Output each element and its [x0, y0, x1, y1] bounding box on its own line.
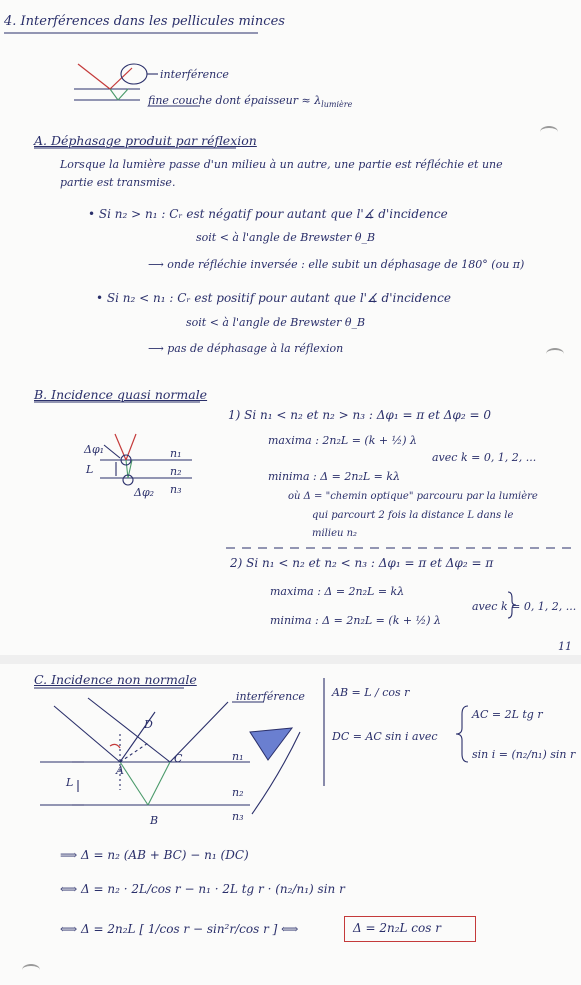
derivation-line-2: ⟺ Δ = n₂ · 2L/cos r − n₁ · 2L tg r · (n₂/n₁) sin r: [60, 882, 345, 896]
derivation-line-1: ⟹ Δ = n₂ (AB + BC) − n₁ (DC): [60, 848, 249, 862]
case-b1-maxima: maxima : 2n₂L = (k + ½) λ: [268, 434, 417, 447]
case-b1-minima: minima : Δ = 2n₂L = kλ: [268, 470, 401, 483]
section-b-heading: B. Incidence quasi normale: [34, 387, 208, 402]
label-n1: n₁: [232, 750, 244, 763]
fig1-caption: fine couche dont épaisseur ≈ $\lambda_{lumière}$: [148, 94, 353, 110]
case-b2-maxima: maxima : Δ = 2n₂L = kλ: [270, 585, 405, 598]
point-B: B: [150, 814, 159, 827]
page-curl-mark: [22, 964, 40, 976]
section-a-intro-2: partie est transmise.: [60, 176, 176, 189]
case-b1-note-3: milieu n₂: [312, 528, 358, 539]
case1-line2: soit < à l'angle de Brewster θ_B: [196, 231, 376, 244]
case2-line2: soit < à l'angle de Brewster θ_B: [186, 316, 366, 329]
case-b1-note-1: où Δ = "chemin optique" parcouru par la lumière: [288, 491, 538, 502]
eq-ab: AB = L / cos r: [332, 686, 410, 699]
label-n3: n₃: [232, 810, 244, 823]
fig2-label-n2: n₂: [170, 465, 182, 478]
case-b1-note-2: qui parcourt 2 fois la distance L dans le: [312, 510, 514, 521]
fig3-label: interférence: [236, 690, 305, 703]
page-title: 4. Interférences dans les pellicules minces: [4, 14, 285, 29]
point-C: C: [174, 752, 183, 765]
fig1-label: interférence: [160, 68, 229, 81]
notes-page-2: [0, 664, 581, 985]
fig2-label-dphi2: Δφ₂: [134, 486, 155, 499]
case-b2-minima: minima : Δ = 2n₂L = (k + ½) λ: [270, 614, 441, 627]
section-a-intro-1: Lorsque la lumière passe d'un milieu à un autre, une partie est réfléchie et une: [60, 158, 503, 171]
case-b1-condition: 1) Si n₁ < n₂ et n₂ > n₃ : Δφ₁ = π et Δφ₂ = 0: [228, 408, 491, 422]
label-n2: n₂: [232, 786, 244, 799]
eq-dc: DC = AC sin i avec: [332, 730, 438, 743]
derivation-line-3: ⟺ Δ = 2n₂L [ 1/cos r − sin²r/cos r ] ⟺: [60, 922, 299, 936]
case1-result: ⟶ onde réfléchie inversée : elle subit un déphasage de 180° (ou π): [148, 258, 525, 271]
case1-line1: • Si n₂ > n₁ : Cᵣ est négatif pour autant que l'∡ d'incidence: [88, 207, 448, 221]
point-D: D: [144, 718, 153, 731]
eq-sini: sin i = (n₂/n₁) sin r: [472, 748, 576, 761]
section-c-heading: C. Incidence non normale: [34, 672, 197, 687]
case2-line1: • Si n₂ < n₁ : Cᵣ est positif pour autant que l'∡ d'incidence: [96, 291, 451, 305]
case-b2-condition: 2) Si n₁ < n₂ et n₂ < n₃ : Δφ₁ = π et Δφ₂ = π: [230, 556, 494, 570]
case-b2-avec: avec k = 0, 1, 2, ...: [472, 600, 577, 613]
eq-ac: AC = 2L tg r: [472, 708, 543, 721]
result-formula: Δ = 2n₂L cos r: [353, 921, 441, 935]
fig2-label-L: L: [86, 463, 94, 476]
point-A: A: [116, 764, 124, 777]
fig2-label-n1: n₁: [170, 447, 182, 460]
section-a-heading: A. Déphasage produit par réflexion: [34, 133, 257, 148]
page-number: 11: [558, 640, 572, 653]
fig2-label-n3: n₃: [170, 483, 182, 496]
label-L: L: [66, 776, 74, 789]
page-curl-mark: [546, 348, 564, 360]
case2-result: ⟶ pas de déphasage à la réflexion: [148, 342, 344, 355]
page-curl-mark: [540, 126, 558, 138]
case-b1-avec: avec k = 0, 1, 2, ...: [432, 451, 537, 464]
result-box: [344, 916, 476, 942]
fig2-label-dphi1: Δφ₁: [84, 443, 105, 456]
